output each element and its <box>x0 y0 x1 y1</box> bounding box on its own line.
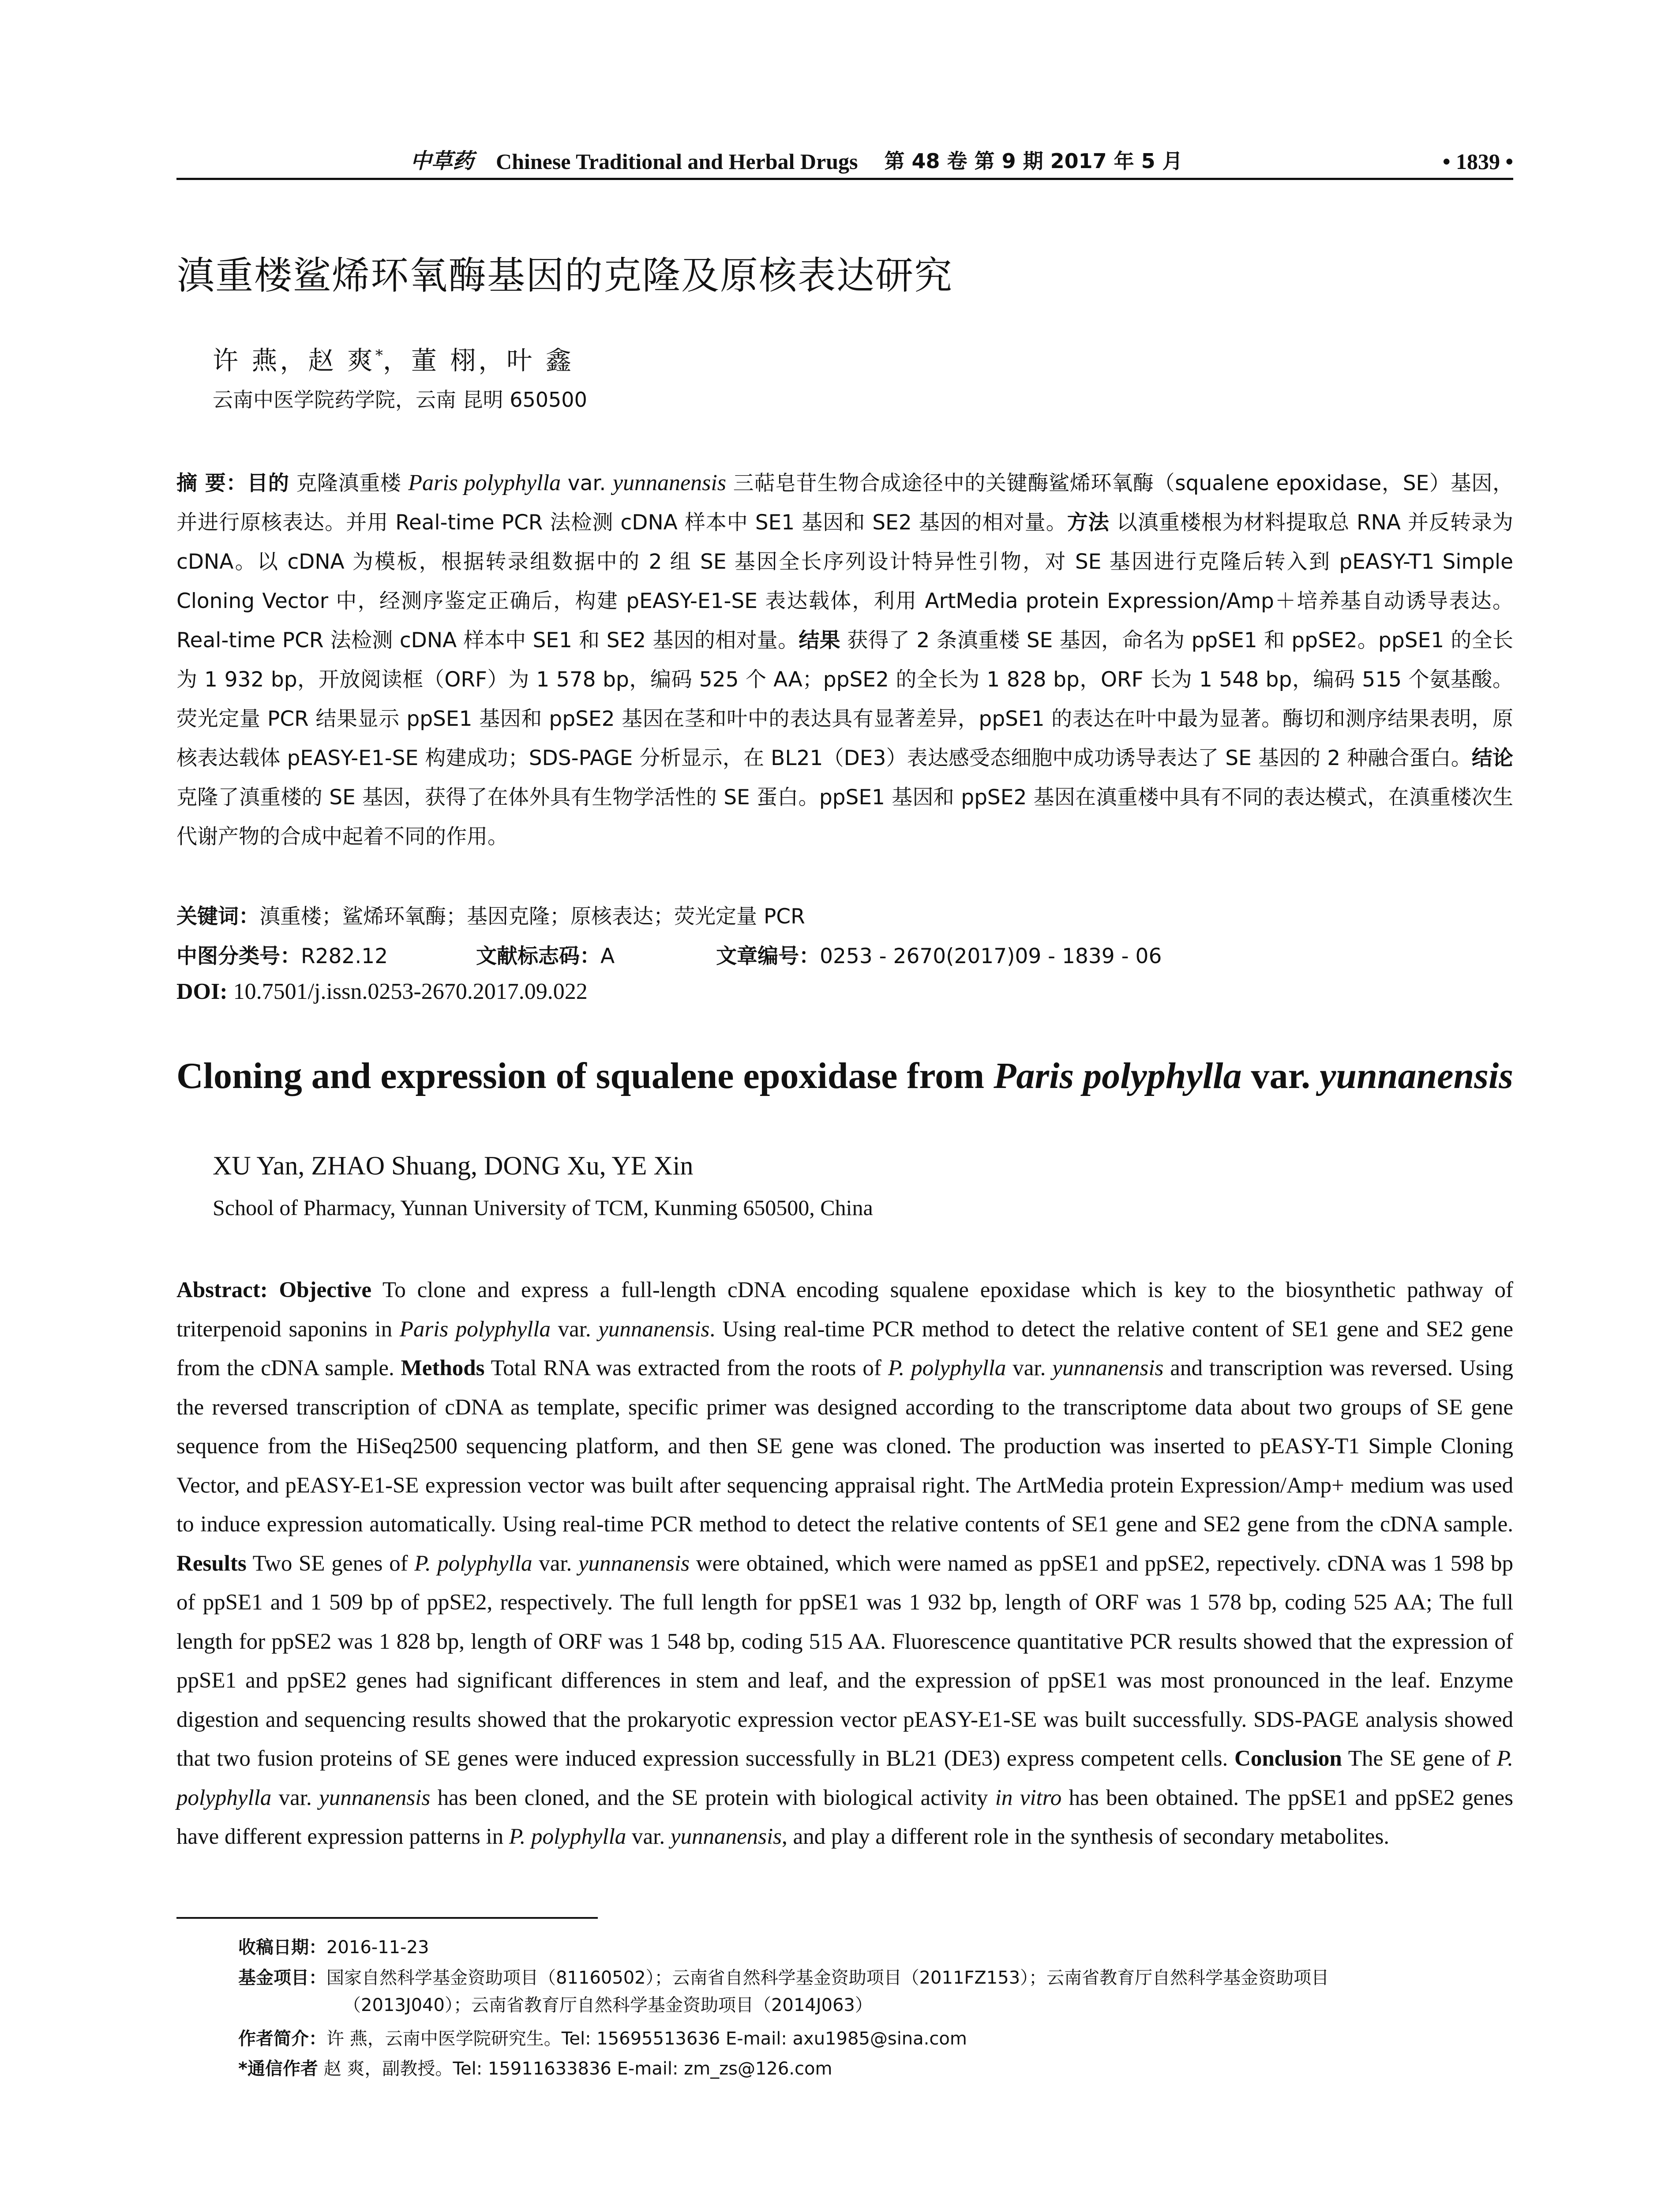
cn-authors: 许 燕，赵 爽*，董 栩，叶 鑫 <box>213 345 574 375</box>
header-rule <box>176 178 1513 180</box>
footnote-rule <box>176 1917 598 1919</box>
issue-info: 第 48 卷 第 9 期 2017 年 5 月 <box>884 149 1183 173</box>
en-authors: XU Yan, ZHAO Shuang, DONG Xu, YE Xin <box>213 1151 694 1180</box>
fn-received: 收稿日期：2016-11-23 <box>238 1937 429 1958</box>
fn-corresponding: *通信作者 赵 爽，副教授。Tel: 15911633836 E-mail: zm_zs@126.com <box>238 2059 832 2079</box>
cn-abstract: 摘 要：目的 克隆滇重楼 Paris polyphylla var. yunnanensis 三萜皂苷生物合成途径中的关键酶鲨烯环氧酶（squalene epoxidase，SE）基因，并进行原核表达。并用 Real-time PCR 法检测 cDNA 样本中 SE1 基因和 SE2 基因的相对量。方法 以滇重楼根为材料提取总 RNA 并反转录为 cDNA。以 cDNA 为模板，根据转录组数据中的 2 组 SE 基因全长序列设计特异性引物，对 SE 基因进行克隆后转入到 pEASY-T1 Simple Cloning Vector 中，经测序鉴定正确后，构建 pEASY-E1-SE 表达载体，利用 ArtMedia protein Expression/Amp＋培养基自动诱导表达。Real-time PCR 法检测 cDNA 样本中 SE1 和 SE2 基因的相对量。结果 获得了 2 条滇重楼 SE 基因，命名为 ppSE1 和 ppSE2。ppSE1 的全长为 1 932 bp，开放阅读框（ORF）为 1 578 bp，编码 525 个 AA；ppSE2 的全长为 1 828 bp，ORF 长为 1 548 bp，编码 515 个氨基酸。荧光定量 PCR 结果显示 ppSE1 基因和 ppSE2 基因在茎和叶中的表达具有显著差异，ppSE1 的表达在叶中最为显著。酶切和测序结果表明，原核表达载体 pEASY-E1-SE 构建成功；SDS-PAGE 分析显示，在 BL21（DE3）表达感受态细胞中成功诱导表达了 SE 基因的 2 种融合蛋白。结论 克隆了滇重楼的 SE 基因，获得了在体外具有生物学活性的 SE 蛋白。ppSE1 基因和 ppSE2 基因在滇重楼中具有不同的表达模式，在滇重楼次生代谢产物的合成中起着不同的作用。 <box>176 470 1514 849</box>
journal-name: Chinese Traditional and Herbal Drugs <box>496 149 858 174</box>
journal-brand: 中草药 <box>410 149 474 173</box>
page-number: • 1839 • <box>1442 149 1513 174</box>
corresponding-mark: * <box>375 346 383 364</box>
cn-affiliation: 云南中医学院药学院，云南 昆明 650500 <box>213 388 587 412</box>
fn-author-bio: 作者简介：许 燕，云南中医学院研究生。Tel: 15695513636 E-mail: axu1985@sina.com <box>238 2029 967 2049</box>
doi: DOI: 10.7501/j.issn.0253-2670.2017.09.022 <box>176 979 588 1004</box>
cn-title: 滇重楼鲨烯环氧酶基因的克隆及原核表达研究 <box>176 254 953 298</box>
en-title: Cloning and expression of squalene epoxidase from Paris polyphylla var. yunnanensis <box>176 1055 1513 1096</box>
cn-classification: 中图分类号：R282.12 文献标志码：A 文章编号：0253 - 2670(2017)09 - 1839 - 06 <box>176 944 1162 968</box>
en-affiliation: School of Pharmacy, Yunnan University of TCM, Kunming 650500, China <box>213 1195 873 1220</box>
cn-keywords: 关键词：滇重楼；鲨烯环氧酶；基因克隆；原核表达；荧光定量 PCR <box>176 904 805 929</box>
fn-funding: 基金项目：国家自然科学基金资助项目（81160502）；云南省自然科学基金资助项目（2011FZ153）；云南省教育厅自然科学基金资助项目 （2013J040）；云南省教育厅自然科学基金资助项目（2014J063） <box>238 1968 1329 2015</box>
en-abstract: Abstract: Objective To clone and express a full-length cDNA encoding squalene epoxidase which is key to the biosynthetic pathway of triterpenoid saponins in Paris polyphylla var. yunnanensis. Using real-time PCR method to detect the relative content of SE1 gene and SE2 gene from the cDNA sample. Methods Total RNA was extracted from the roots of P. polyphylla var. yunnanensis and transcription was reversed. Using the reversed transcription of cDNA as template, specific primer was designed according to the transcriptome data about two groups of SE gene sequence from the HiSeq2500 sequencing platform, and then SE gene was cloned. The production was inserted to pEASY-T1 Simple Cloning Vector, and pEASY-E1-SE expression vector was built after sequencing appraisal right. The ArtMedia protein Expression/Amp+ medium was used to induce expression automatically. Using real-time PCR method to detect the relative contents of SE1 gene and SE2 gene from the cDNA sample. Results Two SE genes of P. polyphylla var. yunnanensis were obtained, which were named as ppSE1 and ppSE2, repectively. cDNA was 1 598 bp of ppSE1 and 1 509 bp of ppSE2, respectively. The full length for ppSE1 was 1 932 bp, length of ORF was 1 578 bp, coding 525 AA; The full length for ppSE2 was 1 828 bp, length of ORF was 1 548 bp, coding 515 AA. Fluorescence quantitative PCR results showed that the expression of ppSE1 and ppSE2 genes had significant differences in stem and leaf, and the expression of ppSE1 was most pronounced in the leaf. Enzyme digestion and sequencing results showed that the prokaryotic expression vector pEASY-E1-SE was built successfully. SDS-PAGE analysis showed that two fusion proteins of SE genes were induced expression successfully in BL21 (DE3) express competent cells. Conclusion The SE gene of P. polyphylla var. yunnanensis has been cloned, and the SE protein with biological activity in vitro has been obtained. The ppSE1 and ppSE2 genes have different expression patterns in P. polyphylla var. yunnanensis, and play a different role in the synthesis of secondary metabolites. <box>176 1278 1514 1849</box>
running-header <box>176 139 1513 174</box>
